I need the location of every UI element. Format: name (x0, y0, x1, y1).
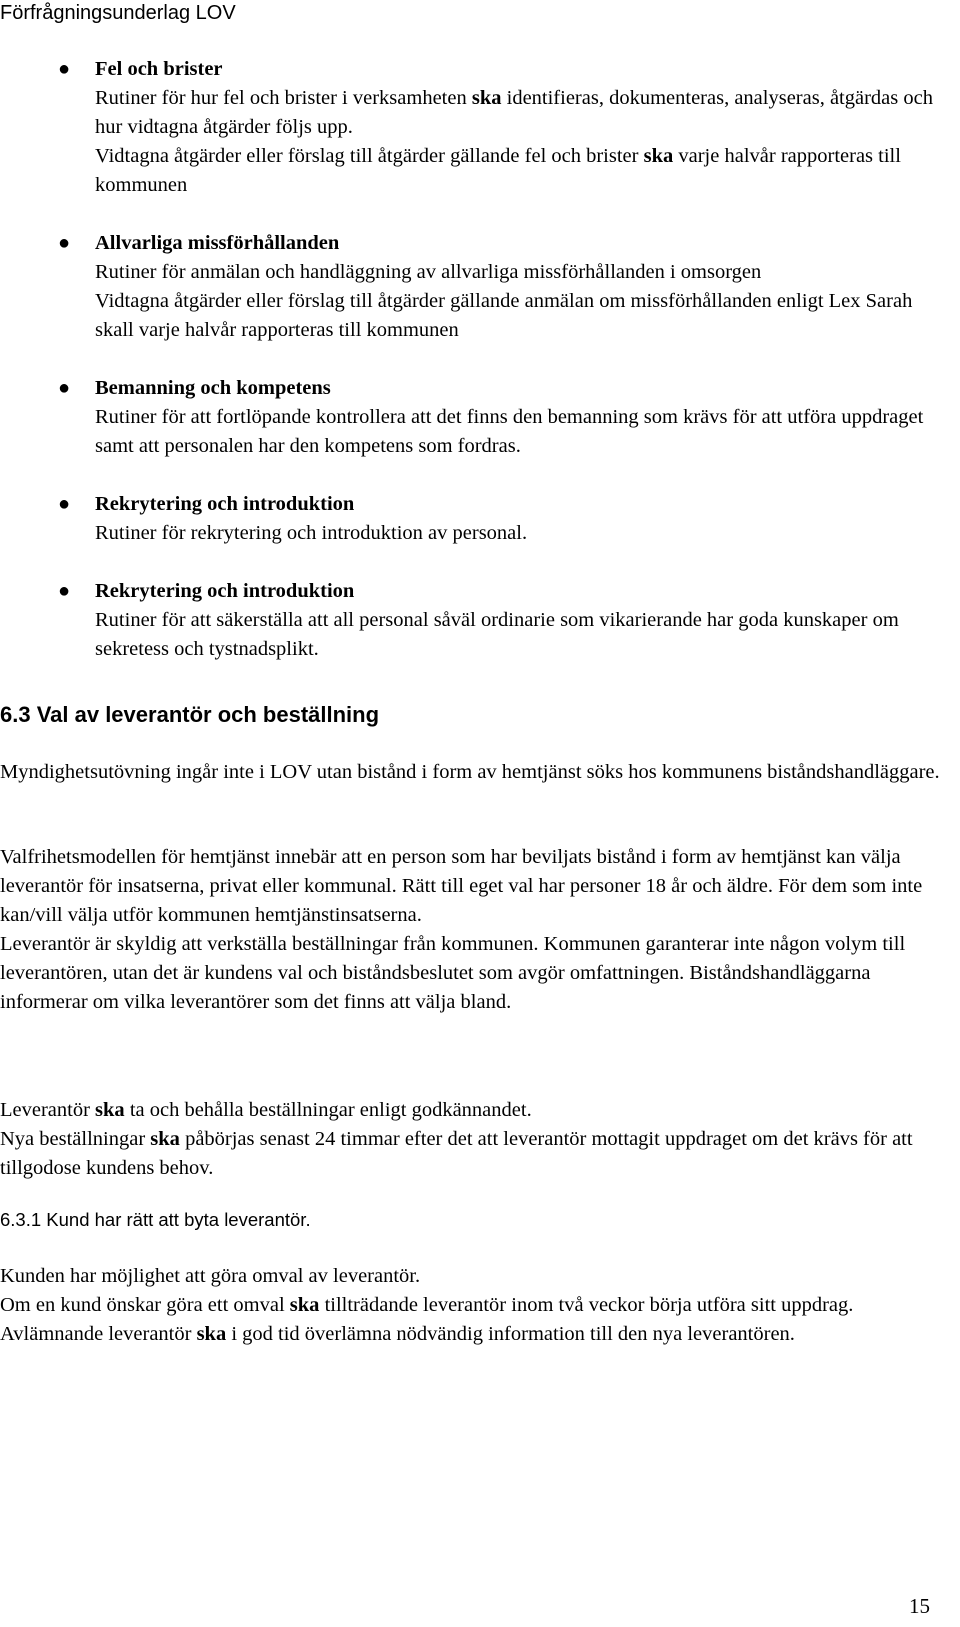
paragraph: Kunden har möjlighet att göra omval av leverantör. (0, 1265, 421, 1287)
bullet-icon: ● (58, 232, 71, 254)
paragraph: Nya beställningar ska påbörjas senast 24 timmar efter det att leverantör mottagit uppdraget om det krävs för att tillgodose kundens behov. (0, 1128, 913, 1179)
list-item-text: Rutiner för hur fel och brister i verksamheten ska identifieras, dokumenteras, analyseras, åtgärdas och hur vidtagna åtgärder följs upp. (95, 87, 933, 138)
list-item-title: Rekrytering och introduktion (95, 493, 355, 515)
bullet-icon: ● (58, 493, 71, 515)
page-number: 15 (909, 1594, 930, 1618)
subsection-heading: 6.3.1 Kund har rätt att byta leverantör. (0, 1209, 311, 1230)
list-item-title: Rekrytering och introduktion (95, 580, 355, 602)
list-item-text: Rutiner för att säkerställa att all personal såväl ordinarie som vikarierande har goda kunskaper om sekretess och tystnadsplikt. (95, 609, 899, 660)
list-item (0, 490, 940, 548)
section-paragraph (0, 758, 940, 787)
bullet-icon: ● (58, 377, 71, 399)
section-heading: 6.3 Val av leverantör och beställning (0, 702, 380, 727)
list-item (0, 374, 940, 461)
subsection-paragraph (0, 1262, 940, 1349)
list-item-text: Vidtagna åtgärder eller förslag till åtgärder gällande fel och brister ska varje halvår rapporteras till kommunen (95, 145, 901, 196)
list-item-text: Vidtagna åtgärder eller förslag till åtgärder gällande anmälan om missförhållanden enligt Lex Sarah skall varje halvår rapporteras till kommunen (95, 290, 913, 341)
list-item (0, 55, 940, 200)
list-item-text: Rutiner för rekrytering och introduktion av personal. (95, 522, 528, 544)
list-item-text: Rutiner för att fortlöpande kontrollera att det finns den bemanning som krävs för att utföra uppdraget samt att personalen har den kompetens som fordras. (95, 406, 924, 457)
paragraph: Leverantör är skyldig att verkställa beställningar från kommunen. Kommunen garanterar inte någon volym till leverantören, utan det är kundens val och biståndsbeslutet som avgör omfattningen. Biståndshandläggarna informerar om vilka leverantörer som det finns att välja bland. (0, 933, 906, 1013)
bullet-list (0, 55, 940, 693)
paragraph: Myndighetsutövning ingår inte i LOV utan bistånd i form av hemtjänst söks hos kommunens biståndshandläggare. (0, 761, 940, 783)
bullet-icon: ● (58, 580, 71, 602)
list-item-title: Allvarliga missförhållanden (95, 232, 340, 254)
list-item (0, 229, 940, 345)
paragraph: Om en kund önskar göra ett omval ska tillträdande leverantör inom två veckor börja utföra sitt uppdrag. Avlämnande leverantör ska i god tid överlämna nödvändig information till den nya leverantören. (0, 1294, 854, 1345)
list-item-text: Rutiner för anmälan och handläggning av allvarliga missförhållanden i omsorgen (95, 261, 762, 283)
section-paragraph (0, 1096, 940, 1183)
page-header: Förfrågningsunderlag LOV (0, 2, 236, 24)
list-item-title: Fel och brister (95, 58, 223, 80)
bullet-icon: ● (58, 58, 71, 80)
list-item (0, 577, 940, 664)
paragraph: Leverantör ska ta och behålla beställningar enligt godkännandet. (0, 1099, 532, 1121)
list-item-title: Bemanning och kompetens (95, 377, 331, 399)
paragraph: Valfrihetsmodellen för hemtjänst innebär att en person som har beviljats bistånd i form av hemtjänst kan välja leverantör för insatserna, privat eller kommunal. Rätt till eget val har personer 18 år och äldre. För dem som inte kan/vill välja utför kommunen hemtjänstinsatserna. (0, 846, 923, 926)
section-paragraph (0, 843, 940, 1017)
